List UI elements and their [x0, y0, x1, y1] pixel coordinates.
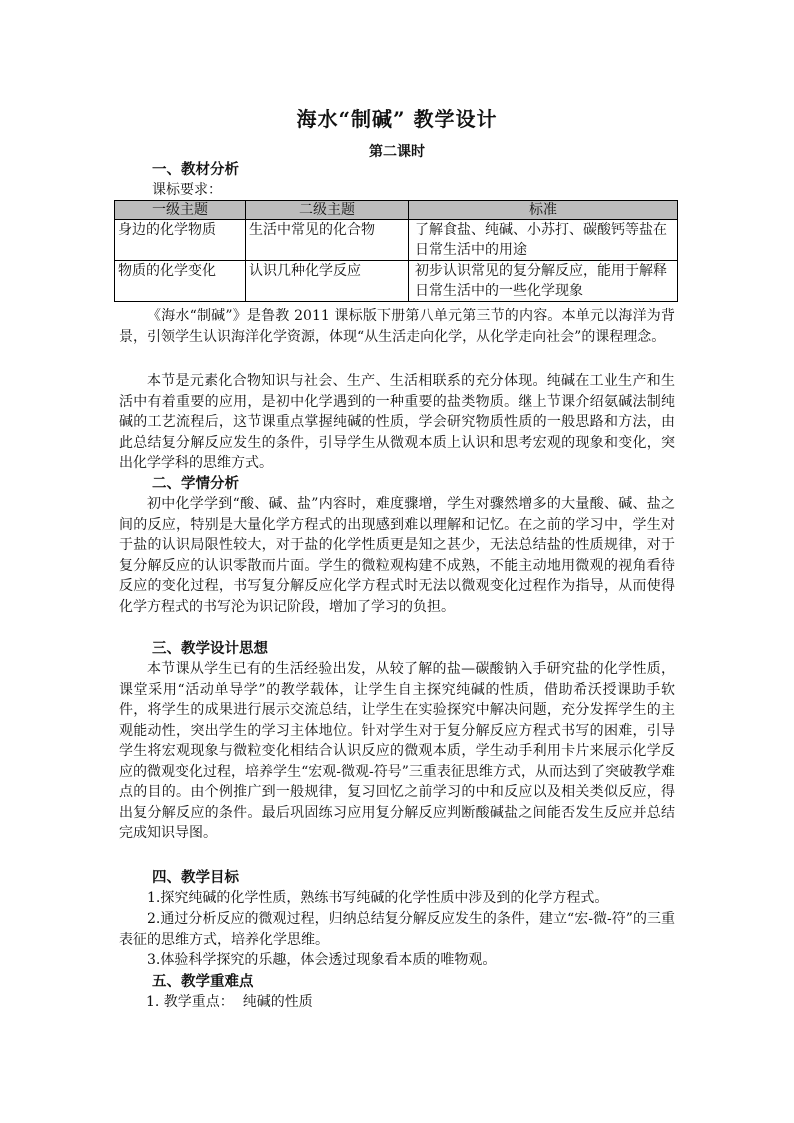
list-item: 1. 教学重点： 纯碱的性质	[146, 994, 313, 1010]
table-cell: 认识几种化学反应	[246, 261, 409, 302]
table-row	[115, 261, 678, 302]
section-heading-5: 五、教学重难点	[152, 973, 254, 990]
page-subtitle: 第二课时	[369, 144, 425, 160]
table-header-cell: 二级主题	[246, 201, 409, 220]
paragraph: 本节是元素化合物知识与社会、生产、生活相联系的充分体现。纯碱在工业生产和生活中有着重要的应用，是初中化学遇到的一种重要的盐类物质。继上节课介绍氨碱法制纯碱的工艺流程后，这节课重点掌握纯碱的性质，学会研究物质性质的一般思路和方法，由此总结复分解反应发生的条件，引导学生从微观本质上认识和思考宏观的现象和变化，突出化学学科的思维方式。	[119, 373, 675, 471]
table-cell: 了解食盐、纯碱、小苏打、碳酸钙等盐在日常生活中的用途	[409, 220, 678, 261]
table-header-row	[115, 201, 678, 220]
list-item: 1.探究纯碱的化学性质，熟练书写纯碱的化学性质中涉及到的化学方程式。	[147, 890, 609, 906]
table-cell: 初步认识常见的复分解反应，能用于解释日常生活中的一些化学现象	[409, 261, 678, 302]
page-title: 海水“制碱” 教学设计	[296, 107, 498, 131]
list-item: 2.通过分析反应的微观过程，归纳总结复分解反应发生的条件，建立“宏-微-符”的三重表征的思维方式，培养化学思维。	[119, 911, 675, 948]
section-heading-1: 一、教材分析	[152, 161, 239, 178]
table-row	[115, 220, 678, 261]
section-heading-2: 二、学情分析	[152, 475, 239, 492]
section-heading-3: 三、教学设计思想	[152, 640, 268, 657]
table-cell: 身边的化学物质	[115, 220, 246, 261]
section-heading-4: 四、教学目标	[152, 869, 239, 886]
paragraph: 本节课从学生已有的生活经验出发，从较了解的盐—碳酸钠入手研究盐的化学性质，课堂采用“活动单导学”的教学载体，让学生自主探究纯碱的性质，借助希沃授课助手软件，将学生的成果进行展示交流总结，让学生在实验探究中解决问题，充分发挥学生的主观能动性，突出学生的学习主体地位。针对学生对于复分解反应方程式书写的困难，引导学生将宏观现象与微粒变化相结合认识反应的微观本质，学生动手利用卡片来展示化学反应的微观变化过程，培养学生“宏观-微观-符号”三重表征思维方式，从而达到了突破教学难点的目的。由个例推广到一般规律，复习回忆之前学习的中和反应以及相关类似反应，得出复分解反应的条件。最后巩固练习应用复分解反应判断酸碱盐之间能否发生反应并总结完成知识导图。	[119, 661, 675, 841]
curriculum-intro: 课标要求：	[152, 182, 222, 198]
table-cell: 生活中常见的化合物	[246, 220, 409, 261]
list-item: 3.体验科学探究的乐趣，体会透过现象看本质的唯物观。	[147, 952, 497, 968]
table-header-cell: 标准	[409, 201, 678, 220]
paragraph: 初中化学学到“酸、碱、盐”内容时，难度骤增，学生对骤然增多的大量酸、碱、盐之间的反应，特别是大量化学方程式的出现感到难以理解和记忆。在之前的学习中，学生对于盐的认识局限性较大，对于盐的化学性质更是知之甚少，无法总结盐的性质规律，对于复分解反应的认识零散而片面。学生的微粒观构建不成熟，不能主动地用微观的视角看待反应的变化过程，书写复分解反应化学方程式时无法以微观变化过程作为指导，从而使得化学方程式的书写沦为识记阶段，增加了学习的负担。	[119, 496, 675, 615]
paragraph: 《海水“制碱”》是鲁教 2011 课标版下册第八单元第三节的内容。本单元以海洋为背景，引领学生认识海洋化学资源，体现“从生活走向化学，从化学走向社会”的课程理念。	[119, 308, 675, 345]
table-cell: 物质的化学变化	[115, 261, 246, 302]
curriculum-standards-table	[114, 200, 678, 302]
table-header-cell: 一级主题	[115, 201, 246, 220]
